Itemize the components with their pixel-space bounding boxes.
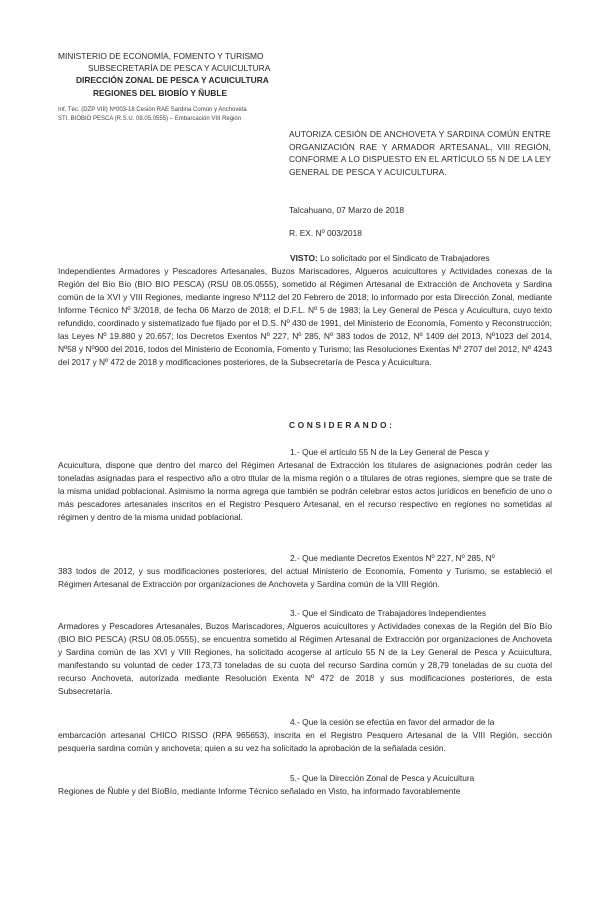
resolution-number: R. EX. Nº 003/2018 [289,228,362,238]
considerando-body: Armadores y Pescadores Artesanales, Buzos Mariscadores, Algueros acuicultores y Actividades conexas de la Región del Bío Bío (BIO BIO PESCA) (RSU 08.05.0555), se encuentra sometido al Régimen Artesanal de Extracción por organizaciones de Anchoveta y Sardina común de las XVI y VIII Regiones, ha solicitado acogerse al artículo 55 N de la Ley General de Pesca y Acuicultura, manifestando su voluntad de ceder 173,73 toneladas de su cuota del recurso Sardina común y 28,79 toneladas de su cuota del recurso Anchoveta, autorizada mediante Resolución Exenta Nº 472 de 2018 y sus modificaciones posteriores, de esta Subsecretaría. [58,621,552,696]
regions-name: REGIONES DEL BIOBÍO Y ÑUBLE [93,87,228,98]
resolution-title: AUTORIZA CESIÓN DE ANCHOVETA Y SARDINA COMÚN ENTRE ORGANIZACIÓN RAE Y ARMADOR ARTESANAL, VIII REGIÓN, CONFORME A LO DISPUESTO EN EL ARTÍCULO 55 N DE LA LEY GENERAL DE PESCA Y ACUICULTURA. [289,129,551,177]
reference-note [58,106,348,124]
considerando-lead: 5.- Que la Dirección Zonal de Pesca y Acuicultura [290,773,475,783]
zonal-direction-name: DIRECCIÓN ZONAL DE PESCA Y ACUICULTURA [76,75,269,86]
considerando-lead: 3.- Que el Sindicato de Trabajadores Independientes [290,608,487,618]
considerando-body: embarcación artesanal CHICO RISSO (RPA 965653), inscrita en el Registro Pesquero Artesanal de la VIII Región, sección pesquería sardina común y anchoveta; quien a su vez ha solicitado la aprobación de la señalada cesión. [58,730,552,753]
institution-header [58,50,298,99]
visto-label: VISTO: [290,253,318,263]
considerando-body: Regiones de Ñuble y del BíoBío, mediante Informe Técnico señalado en Visto, ha informado favorablemente [58,786,461,796]
considerando-body: 383 todos de 2012, y sus modificaciones posteriores, del actual Ministerio de Economía, Fomento y Turismo, se estableció el Régimen Artesanal de Extracción por organizaciones de Anchoveta y Sardina común de la VIII Región. [58,566,552,589]
considerando-paragraph [58,607,552,698]
considerando-lead: 1.- Que el artículo 55 N de la Ley General de Pesca y [290,447,489,457]
considerando-paragraph [58,772,552,798]
reference-line: Inf. Téc. (DZP VIII) Nº003-18 Cesión RAE Sardina Común y Anchoveta [58,107,247,113]
visto-lead-text: Lo solicitado por el Sindicato de Trabajadores [317,253,490,263]
resolution-date: Talcahuano, 07 Marzo de 2018 [289,205,405,215]
visto-body: Independientes Armadores y Pescadores Artesanales, Buzos Mariscadores, Algueros acuicultores y Actividades conexas de la Región del Bío Bío (BIO BIO PESCA) (RSU 08.05.0555), sometido al Régimen Artesanal de Extracción de Anchoveta y Sardina común de la XVI y VIII Regiones, mediante ingreso Nº112 del 20 Febrero de 2018; lo informado por esta Dirección Zonal, mediante Informe Técnico Nº 3/2018, de fecha 06 Marzo de 2018; el D.F.L. Nº 5 de 1983; la Ley General de Pesca y Acuicultura, cuyo texto refundido, coordinado y sistematizado fue fijado por el D.S. Nº 430 de 1991, del Ministerio de Economía, Fomento y Reconstrucción; las Leyes Nº 19.880 y 20.657; los Decretos Exentos Nº 227, Nº 285, Nº 383 todos de 2012, Nº 1409 del 2013, Nº1023 del 2014, Nº58 y Nº900 del 2016, todos del Ministerio de Economía, Fomento y Turismo; las Resoluciones Exentas Nº 2707 del 2012, Nº 4243 del 2017 y Nº 472 de 2018 y modificaciones posteriores, de la Subsecretaría de Pesca y Acuicultura. [58,266,552,367]
subsecretary-name: SUBSECRETARÍA DE PESCA Y ACUICULTURA [88,63,271,74]
visto-lead [58,252,552,265]
considerando-lead: 2.- Que mediante Decretos Exentos Nº 227, Nº 285, Nº [290,553,495,563]
considerando-heading: CONSIDERANDO: [289,420,395,430]
ministry-name: MINISTERIO DE ECONOMÍA, FOMENTO Y TURISMO [58,51,264,61]
reference-line: STI. BIOBIO PESCA (R.S.U. 08.05.0555) – Embarcación VIII Región [58,116,242,122]
considerando-paragraph [58,552,552,591]
considerando-lead: 4.- Que la cesión se efectúa en favor del armador de la [290,717,495,727]
considerando-paragraph [58,446,552,524]
considerando-body: Acuicultura, dispone que dentro del marco del Régimen Artesanal de Extracción los titulares de asignaciones podrán ceder las toneladas asignadas para el respectivo año a otro titular de la misma región o a titulares de otras regiones, siempre que se trate de la misma unidad poblacional. Asimismo la norma agrega que también se podrán celebrar estos actos jurídicos en beneficio de uno o más pescadores artesanales inscritos en el Registro Pesquero Artesanal, en el recurso respectivo en regiones no sometidas al régimen y dentro de la misma unidad poblacional. [58,460,552,522]
considerando-paragraph [58,716,552,755]
visto-paragraph [58,252,552,369]
